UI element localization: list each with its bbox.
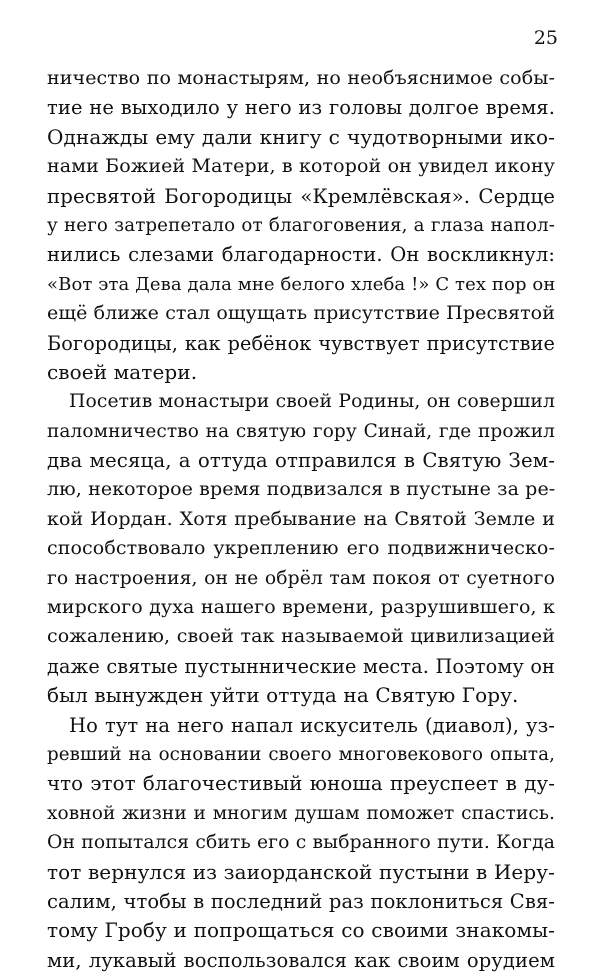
text-line: салим, чтобы в последний раз поклониться Свя-: [47, 889, 555, 913]
text-line: даже святые пустыннические места. Поэтому он: [47, 654, 555, 678]
text-line: у него затрепетало от благоговения, а глаза напол-: [47, 214, 555, 236]
text-line: тому Гробу и попрощаться со своими знакомы-: [47, 918, 555, 943]
text-line: ховной жизни и многим душам поможет спастись.: [47, 802, 555, 824]
text-line: «Вот эта Дева дала мне белого хлеба !» С тех пор он: [47, 273, 556, 295]
text-line: пресвятой Богородицы «Кремлёвская». Сердце: [47, 184, 555, 208]
text-line: тие не выходило у него из головы долгое время.: [47, 96, 555, 120]
text-line: ещё ближе стал ощущать присутствие Пресвятой: [47, 302, 555, 325]
text-line: ревший на основании своего многовекового опыта,: [47, 743, 555, 765]
text-line: нами Божией Матери, в которой он увидел икону: [47, 155, 555, 178]
text-line: два месяца, а оттуда отправился в Святую Зем-: [47, 449, 555, 473]
page-number: 25: [533, 27, 558, 49]
text-line: кой Иордан. Хотя пребывание на Святой Земле и: [47, 507, 555, 530]
body-text: [47, 64, 555, 975]
text-line: способствовало укреплению его подвижническо-: [47, 537, 555, 560]
text-line: паломничество на святую гору Синай, где прожил: [47, 420, 555, 442]
text-line: Богородицы, как ребёнок чувствует присутствие: [47, 331, 555, 355]
text-line: лю, некоторое время подвизался в пустыне за ре-: [47, 478, 556, 501]
text-line: тот вернулся из заиорданской пустыни в Иеру-: [47, 859, 555, 884]
text-line: своей матери.: [47, 359, 198, 384]
text-line: нились слезами благодарности. Он воскликнул:: [47, 243, 555, 267]
text-line: ми, лукавый воспользовался как своим орудием: [47, 948, 555, 972]
text-line: Но тут на него напал искуситель (диавол), уз-: [69, 713, 555, 737]
text-line: Однажды ему дали книгу с чудотворными ико-: [47, 124, 555, 149]
text-line: ничество по монастырям, но необъяснимое собы-: [47, 67, 555, 89]
text-line: го настроения, он не обрёл там покоя от суетного: [47, 567, 555, 589]
text-line: сожалению, своей так называемой цивилизацией: [47, 625, 555, 648]
text-line: что этот благочестивый юноша преуспеет в ду-: [47, 772, 555, 796]
text-line: Посетив монастыри своей Родины, он совершил: [69, 391, 555, 413]
text-line: Он попытался сбить его с выбранного пути. Когда: [47, 832, 555, 854]
text-line: был вынужден уйти оттуда на Святую Гору.: [47, 683, 519, 708]
text-line: мирского духа нашего времени, разрушившего, к: [47, 596, 555, 619]
